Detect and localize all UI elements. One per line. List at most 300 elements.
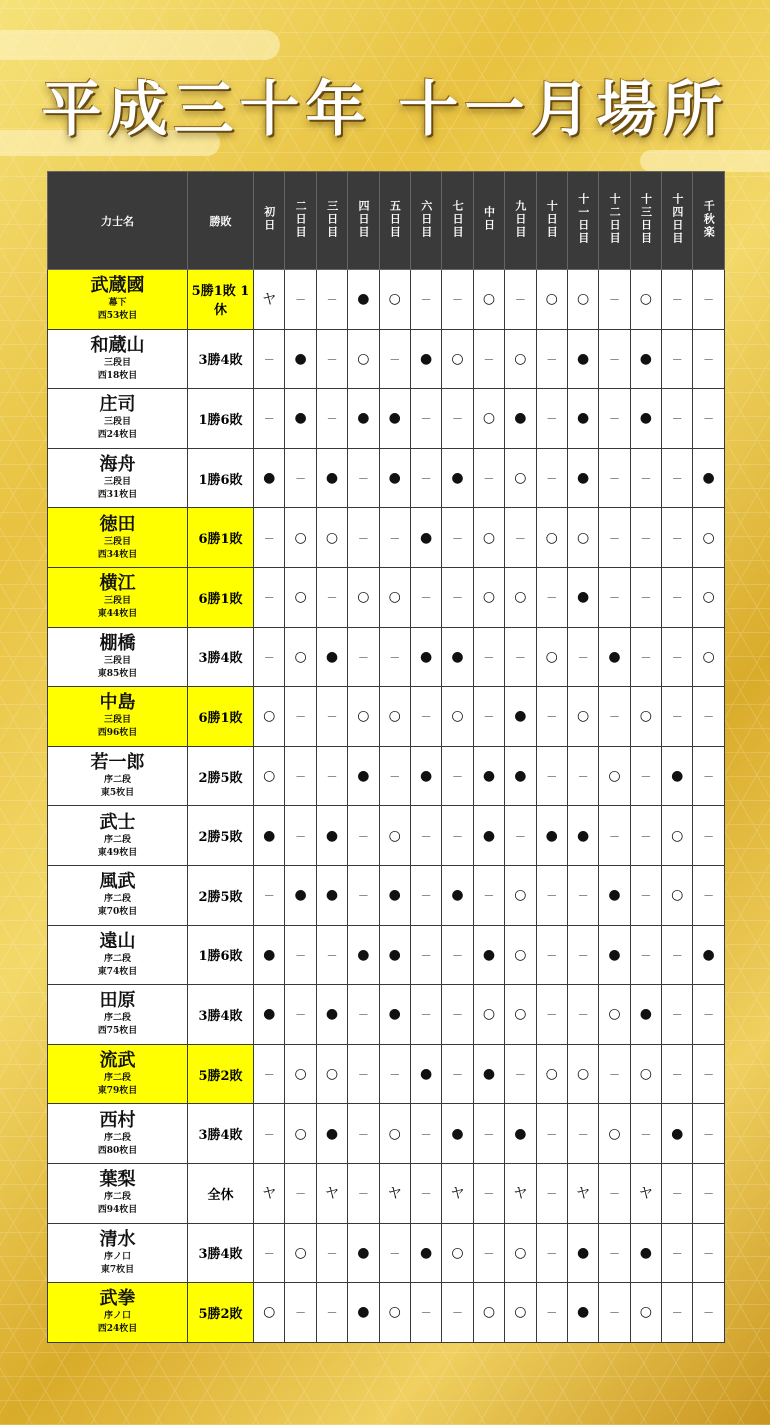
day-result-mark: ● (639, 1244, 652, 1261)
day-result-mark: － (640, 948, 652, 962)
day-result (505, 329, 536, 389)
day-result (693, 270, 724, 330)
header-day (505, 172, 536, 270)
day-result-mark: ● (702, 470, 715, 487)
day-result-mark: － (546, 352, 558, 366)
day-result (442, 1044, 473, 1104)
day-result-mark: － (514, 531, 526, 545)
table-row (48, 806, 725, 866)
day-result-mark: ● (514, 708, 527, 725)
header-day (410, 172, 441, 270)
day-result-mark: － (608, 293, 620, 307)
day-result-mark: － (608, 352, 620, 366)
day-result-mark: － (452, 591, 464, 605)
day-result-mark: ● (388, 1006, 401, 1023)
day-result-mark: ○ (608, 1125, 621, 1142)
day-result-mark: ● (576, 350, 590, 367)
day-result (348, 270, 379, 330)
day-result-mark: ○ (482, 1006, 496, 1023)
day-result-mark: － (326, 948, 338, 962)
day-result (348, 329, 379, 389)
day-result-mark: － (546, 1246, 558, 1260)
day-result (254, 1223, 285, 1283)
day-result (536, 1163, 567, 1223)
day-result-mark: ● (263, 470, 276, 487)
day-result-mark: － (295, 472, 307, 486)
day-result (254, 270, 285, 330)
day-result-mark: － (295, 829, 307, 843)
day-result-mark: ● (388, 887, 401, 904)
rikishi-name-cell (48, 865, 188, 925)
day-result-mark: － (295, 710, 307, 724)
rikishi-rank: 東49枚目 (97, 847, 138, 858)
day-result (536, 508, 567, 568)
day-result-mark: ● (263, 1006, 276, 1023)
day-result (348, 1163, 379, 1223)
day-result-mark: － (514, 650, 526, 664)
day-result-mark: ● (420, 1066, 433, 1083)
day-result-mark: ● (608, 648, 621, 665)
rikishi-name-cell (48, 567, 188, 627)
day-result (285, 448, 316, 508)
rikishi-name: 葉梨 (99, 1169, 136, 1191)
day-result-mark: ● (263, 946, 276, 963)
table-row (48, 925, 725, 985)
day-result-mark: ○ (639, 708, 652, 725)
day-result-mark: － (357, 650, 369, 664)
day-result (410, 925, 441, 985)
rikishi-division: 三段目 (103, 357, 131, 368)
rikishi-division: 序二段 (103, 894, 131, 905)
day-result (254, 687, 285, 747)
day-result (599, 448, 630, 508)
day-result (348, 925, 379, 985)
day-result-mark: ● (388, 470, 401, 487)
day-result-mark: ● (482, 827, 496, 844)
day-result (662, 389, 693, 449)
day-result (379, 1163, 410, 1223)
day-result (567, 1163, 598, 1223)
day-result-mark: ○ (357, 708, 370, 725)
day-result-mark: － (483, 1187, 495, 1201)
day-result (473, 1104, 504, 1164)
day-result (316, 1104, 347, 1164)
day-result-mark: － (577, 1127, 589, 1141)
day-result-mark: ヤ (576, 1186, 591, 1203)
day-result (630, 985, 661, 1045)
rikishi-name: 武拳 (99, 1288, 136, 1310)
day-result-mark: － (357, 889, 369, 903)
day-result (348, 627, 379, 687)
day-result-mark: ○ (294, 648, 307, 665)
day-result-mark: － (483, 1127, 495, 1141)
day-result-mark: ● (576, 1304, 590, 1321)
rikishi-name: 庄司 (99, 394, 136, 416)
day-result-mark: ヤ (262, 292, 277, 309)
day-result-mark: ヤ (387, 1186, 402, 1203)
day-result (473, 746, 504, 806)
day-result (662, 627, 693, 687)
day-result (536, 567, 567, 627)
day-result-mark: － (295, 1008, 307, 1022)
day-result-mark: － (577, 1008, 589, 1022)
rikishi-name-cell (48, 746, 188, 806)
day-result-mark: ● (325, 887, 339, 904)
day-result (505, 1104, 536, 1164)
day-result (285, 1104, 316, 1164)
day-result (662, 687, 693, 747)
rikishi-name-cell (48, 1163, 188, 1223)
day-result-mark: － (263, 1246, 275, 1260)
day-result-mark: － (671, 472, 683, 486)
background-cloud (640, 150, 770, 172)
rikishi-name: 海舟 (99, 454, 136, 476)
day-result-mark: － (671, 948, 683, 962)
day-result (285, 389, 316, 449)
day-result (567, 627, 598, 687)
day-result (410, 1104, 441, 1164)
day-result (316, 389, 347, 449)
day-result (505, 1044, 536, 1104)
day-result (505, 925, 536, 985)
record-cell: 6勝1敗 (188, 687, 254, 747)
header-day-label: 初日 (262, 206, 276, 232)
day-result (599, 985, 630, 1045)
day-result (536, 746, 567, 806)
day-result-mark: ● (514, 1125, 527, 1142)
background-cloud (0, 30, 280, 60)
day-result-mark: － (263, 889, 275, 903)
day-result-mark: － (608, 1306, 620, 1320)
day-result-mark: － (640, 1127, 652, 1141)
day-result-mark: ● (357, 291, 370, 308)
day-result-mark: ○ (263, 768, 276, 785)
day-result (379, 270, 410, 330)
day-result (536, 806, 567, 866)
results-body (48, 270, 725, 1343)
day-result (285, 687, 316, 747)
day-result (693, 865, 724, 925)
day-result (599, 1223, 630, 1283)
day-result-mark: ○ (702, 529, 715, 546)
record-cell: 3勝4敗 (188, 1104, 254, 1164)
rikishi-division: 序二段 (103, 953, 131, 964)
day-result-mark: － (483, 1246, 495, 1260)
rikishi-name: 和蔵山 (90, 334, 145, 356)
table-row (48, 508, 725, 568)
day-result-mark: ○ (294, 529, 307, 546)
day-result-mark: － (389, 770, 401, 784)
day-result (442, 389, 473, 449)
day-result (599, 865, 630, 925)
rikishi-rank: 西75枚目 (97, 1026, 138, 1037)
day-result (379, 329, 410, 389)
day-result-mark: ● (294, 350, 307, 367)
day-result (536, 925, 567, 985)
day-result-mark: － (671, 1246, 683, 1260)
day-result-mark: － (671, 531, 683, 545)
rikishi-division: 三段目 (103, 715, 131, 726)
day-result (348, 865, 379, 925)
day-result (285, 1223, 316, 1283)
day-result (348, 985, 379, 1045)
day-result (316, 1223, 347, 1283)
record-cell: 3勝4敗 (188, 329, 254, 389)
day-result (693, 985, 724, 1045)
day-result-mark: ○ (325, 1066, 339, 1083)
day-result-mark: ● (639, 410, 652, 427)
day-result-mark: － (640, 531, 652, 545)
day-result (599, 389, 630, 449)
day-result (379, 389, 410, 449)
rikishi-name-cell (48, 1223, 188, 1283)
day-result (662, 1104, 693, 1164)
day-result (410, 1223, 441, 1283)
day-result-mark: － (420, 829, 432, 843)
day-result (473, 1044, 504, 1104)
day-result-mark: － (703, 829, 715, 843)
table-row (48, 1223, 725, 1283)
day-result (473, 925, 504, 985)
day-result (410, 1163, 441, 1223)
day-result (410, 448, 441, 508)
day-result (254, 389, 285, 449)
day-result-mark: － (483, 650, 495, 664)
day-result-mark: － (608, 472, 620, 486)
results-table (47, 171, 725, 1343)
day-result-mark: ● (639, 1006, 652, 1023)
record-cell: 3勝4敗 (188, 1223, 254, 1283)
day-result-mark: ○ (451, 708, 464, 725)
day-result-mark: ○ (545, 291, 558, 308)
rikishi-name-cell (48, 508, 188, 568)
day-result (693, 1104, 724, 1164)
day-result (599, 746, 630, 806)
header-row (48, 172, 725, 270)
day-result (693, 329, 724, 389)
day-result (285, 865, 316, 925)
record-cell: 1勝6敗 (188, 389, 254, 449)
day-result-mark: ○ (514, 946, 527, 963)
day-result (473, 389, 504, 449)
day-result-mark: ● (639, 350, 652, 367)
day-result (379, 567, 410, 627)
rikishi-name-cell (48, 1104, 188, 1164)
day-result (662, 508, 693, 568)
day-result (348, 1044, 379, 1104)
day-result-mark: － (452, 293, 464, 307)
rikishi-name: 風武 (99, 871, 136, 893)
header-day-label: 三日目 (325, 199, 339, 239)
day-result-mark: ○ (388, 1125, 401, 1142)
day-result-mark: ○ (263, 1304, 276, 1321)
record-cell: 5勝2敗 (188, 1044, 254, 1104)
record-cell: 2勝5敗 (188, 865, 254, 925)
day-result-mark: ● (482, 768, 496, 785)
day-result (348, 806, 379, 866)
table-row (48, 627, 725, 687)
day-result-mark: ○ (482, 529, 496, 546)
day-result-mark: － (357, 531, 369, 545)
day-result (567, 925, 598, 985)
day-result (599, 1163, 630, 1223)
day-result (254, 627, 285, 687)
day-result (410, 806, 441, 866)
rikishi-rank: 西24枚目 (97, 430, 138, 441)
day-result (348, 567, 379, 627)
day-result-mark: － (546, 948, 558, 962)
day-result-mark: ○ (388, 1304, 401, 1321)
day-result-mark: ● (325, 470, 339, 487)
header-day (662, 172, 693, 270)
day-result-mark: － (295, 1187, 307, 1201)
day-result-mark: ● (294, 410, 307, 427)
day-result-mark: ○ (702, 648, 715, 665)
rikishi-name-cell (48, 806, 188, 866)
day-result (693, 389, 724, 449)
rikishi-name: 西村 (99, 1109, 136, 1131)
day-result (662, 1223, 693, 1283)
day-result-mark: － (263, 531, 275, 545)
rikishi-name-cell (48, 270, 188, 330)
day-result (693, 925, 724, 985)
day-result (630, 329, 661, 389)
day-result-mark: － (326, 352, 338, 366)
day-result-mark: ○ (294, 1066, 307, 1083)
day-result-mark: － (263, 352, 275, 366)
header-day-label: 千秋楽 (702, 199, 716, 239)
day-result (473, 1223, 504, 1283)
day-result (536, 1223, 567, 1283)
header-day (285, 172, 316, 270)
day-result (473, 1283, 504, 1343)
day-result (567, 389, 598, 449)
day-result-mark: － (263, 650, 275, 664)
day-result (473, 806, 504, 866)
day-result-mark: ● (451, 887, 464, 904)
header-day-label: 二日目 (294, 199, 308, 239)
day-result (567, 1283, 598, 1343)
day-result-mark: ● (263, 827, 276, 844)
rikishi-name-cell (48, 687, 188, 747)
record-cell: 6勝1敗 (188, 567, 254, 627)
header-day (348, 172, 379, 270)
day-result-mark: ○ (514, 350, 527, 367)
day-result (599, 806, 630, 866)
day-result (316, 985, 347, 1045)
day-result-mark: ● (420, 529, 433, 546)
day-result (442, 1223, 473, 1283)
header-day (473, 172, 504, 270)
day-result (348, 746, 379, 806)
day-result-mark: － (420, 591, 432, 605)
day-result (630, 1223, 661, 1283)
day-result (379, 508, 410, 568)
day-result-mark: － (389, 352, 401, 366)
day-result-mark: ○ (482, 291, 496, 308)
day-result (536, 1104, 567, 1164)
day-result-mark: ○ (671, 887, 684, 904)
day-result (473, 448, 504, 508)
day-result-mark: － (483, 889, 495, 903)
day-result (379, 1283, 410, 1343)
rikishi-name: 流武 (99, 1050, 136, 1072)
day-result (630, 925, 661, 985)
rikishi-division: 三段目 (103, 596, 131, 607)
day-result (285, 567, 316, 627)
day-result-mark: － (357, 1068, 369, 1082)
day-result (662, 985, 693, 1045)
day-result (567, 746, 598, 806)
rikishi-rank: 東85枚目 (97, 668, 138, 679)
day-result (536, 865, 567, 925)
day-result-mark: ○ (576, 291, 590, 308)
day-result-mark: ● (514, 768, 527, 785)
day-result (316, 567, 347, 627)
day-result-mark: － (703, 293, 715, 307)
table-row (48, 448, 725, 508)
header-day-label: 十三日目 (639, 193, 653, 245)
day-result (536, 985, 567, 1045)
day-result-mark: ● (514, 410, 527, 427)
day-result (410, 329, 441, 389)
day-result-mark: ○ (639, 1066, 652, 1083)
record-cell: 1勝6敗 (188, 448, 254, 508)
day-result-mark: － (452, 1068, 464, 1082)
day-result-mark: － (420, 1127, 432, 1141)
day-result (599, 1283, 630, 1343)
day-result (285, 806, 316, 866)
day-result (348, 448, 379, 508)
day-result (662, 746, 693, 806)
day-result-mark: ● (451, 648, 464, 665)
day-result (285, 1283, 316, 1343)
day-result (379, 865, 410, 925)
rikishi-name-cell (48, 627, 188, 687)
day-result-mark: － (452, 770, 464, 784)
day-result (442, 865, 473, 925)
day-result (693, 508, 724, 568)
day-result (410, 567, 441, 627)
day-result-mark: － (452, 1008, 464, 1022)
day-result (567, 329, 598, 389)
day-result (693, 1044, 724, 1104)
day-result (505, 985, 536, 1045)
table-row (48, 687, 725, 747)
day-result (379, 746, 410, 806)
record-cell: 3勝4敗 (188, 985, 254, 1045)
day-result (285, 508, 316, 568)
header-day-label: 十一日目 (576, 193, 590, 245)
day-result (442, 627, 473, 687)
day-result (285, 1044, 316, 1104)
day-result-mark: ○ (325, 529, 339, 546)
day-result-mark: ○ (388, 291, 401, 308)
day-result (254, 508, 285, 568)
day-result-mark: － (357, 1127, 369, 1141)
day-result-mark: ○ (294, 1244, 307, 1261)
day-result (473, 627, 504, 687)
day-result-mark: ○ (514, 470, 527, 487)
page-title: 平成三十年 十一月場所 (41, 75, 729, 145)
day-result (473, 508, 504, 568)
day-result (662, 448, 693, 508)
day-result (316, 1163, 347, 1223)
day-result-mark: － (703, 1246, 715, 1260)
day-result-mark: － (420, 710, 432, 724)
day-result-mark: － (420, 293, 432, 307)
rikishi-rank: 東44枚目 (97, 609, 138, 620)
